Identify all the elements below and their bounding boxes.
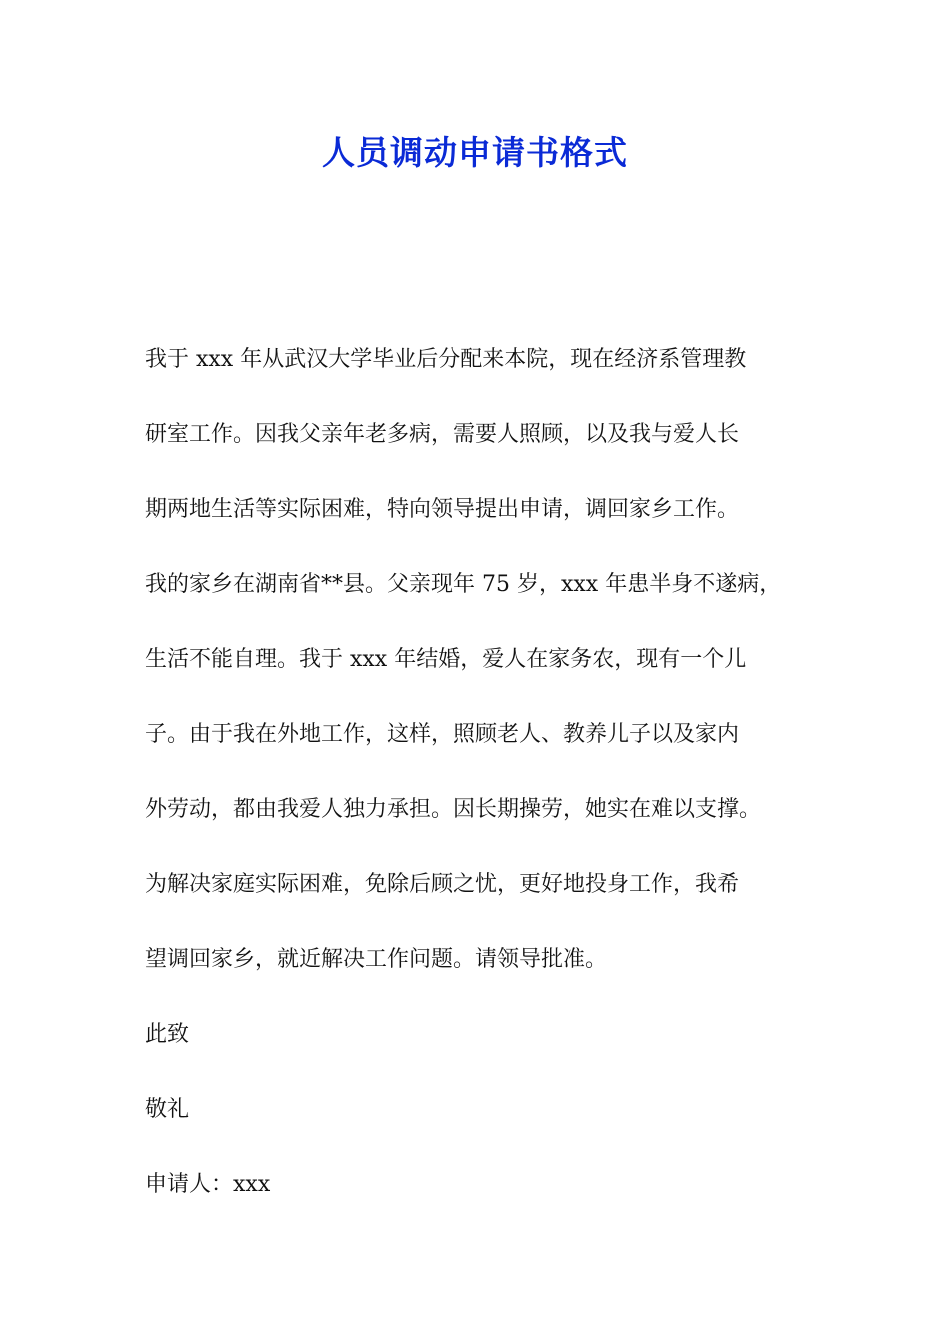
- document-body: [145, 340, 845, 1240]
- applicant-signature: 申请人：xxx: [145, 1172, 271, 1197]
- document-title: 人员调动申请书格式: [322, 133, 628, 172]
- closing-salutation: 此致: [145, 1022, 190, 1047]
- paragraph-line: 子。由于我在外地工作，这样，照顾老人、教养儿子以及家内: [145, 722, 740, 747]
- paragraph-line: 我于 xxx 年从武汉大学毕业后分配来本院，现在经济系管理教: [145, 347, 747, 372]
- paragraph-line: 为解决家庭实际困难，免除后顾之忧，更好地投身工作，我希: [145, 872, 740, 897]
- paragraph-line: 外劳动，都由我爱人独力承担。因长期操劳，她实在难以支撑。: [145, 797, 762, 822]
- closing-regards: 敬礼: [145, 1097, 190, 1122]
- paragraph-line: 望调回家乡，就近解决工作问题。请领导批准。: [145, 947, 608, 972]
- paragraph-line: 生活不能自理。我于 xxx 年结婚，爱人在家务农，现有一个儿: [145, 647, 747, 672]
- paragraph-line: 我的家乡在湖南省**县。父亲现年 75 岁，xxx 年患半身不遂病，: [145, 572, 782, 597]
- paragraph-line: 期两地生活等实际困难，特向领导提出申请，调回家乡工作。: [145, 497, 740, 522]
- paragraph-line: 研室工作。因我父亲年老多病，需要人照顾，以及我与爱人长: [145, 422, 740, 447]
